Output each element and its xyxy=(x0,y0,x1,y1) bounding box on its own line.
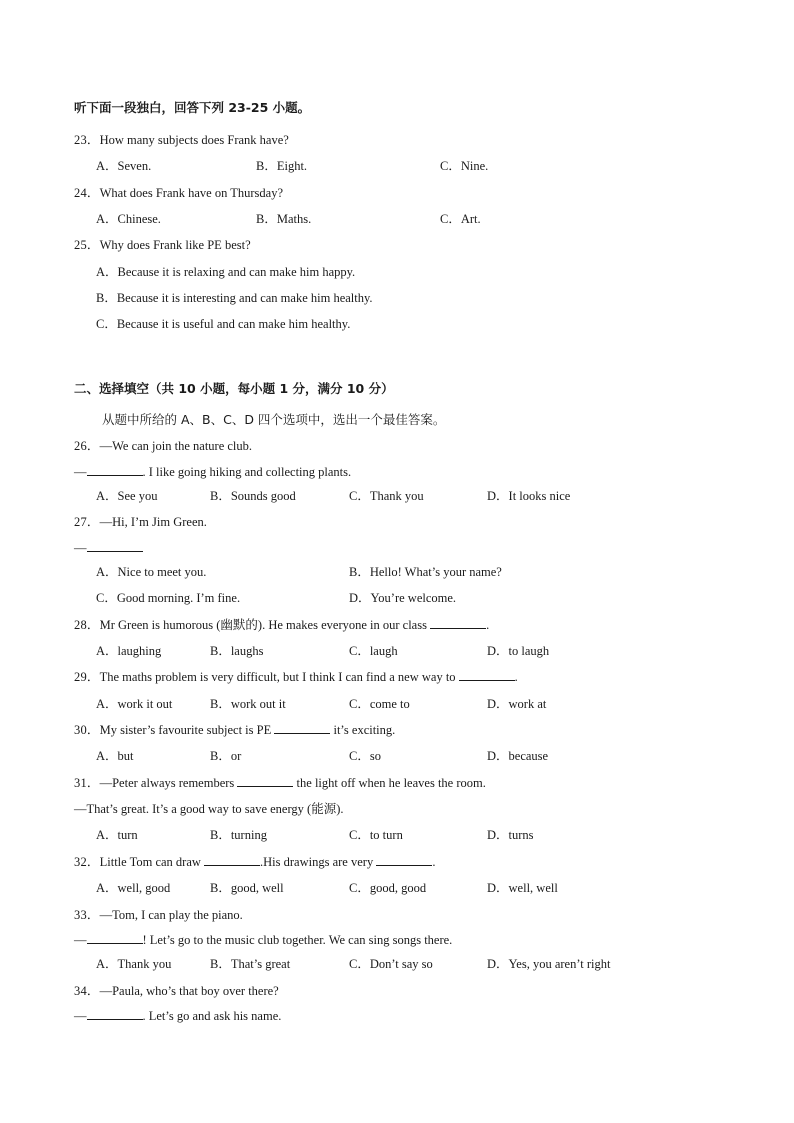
q29-option-a[interactable]: A．work it out xyxy=(96,697,173,711)
q32-option-d[interactable]: D．well, well xyxy=(487,881,558,895)
q23-option-b[interactable]: B．Eight. xyxy=(256,159,308,173)
q28-option-c[interactable]: C．laugh xyxy=(349,644,398,658)
q28-option-b[interactable]: B．laughs xyxy=(210,644,264,658)
q25-option-c[interactable]: C．Because it is useful and can make him healthy. xyxy=(96,317,351,331)
q31-option-a[interactable]: A．turn xyxy=(96,828,138,842)
question-29: 29．The maths problem is very difficult, but I think I can find a new way to . xyxy=(74,670,518,684)
answer-blank[interactable] xyxy=(204,854,260,866)
question-26: 26．—We can join the nature club. xyxy=(74,439,253,453)
answer-blank[interactable] xyxy=(87,1008,143,1020)
q33-option-d[interactable]: D．Yes, you aren’t right xyxy=(487,957,611,971)
answer-blank[interactable] xyxy=(274,722,330,734)
question-23: 23．How many subjects does Frank have? xyxy=(74,133,289,147)
q31-option-c[interactable]: C．to turn xyxy=(349,828,403,842)
answer-blank[interactable] xyxy=(459,669,515,681)
section-two-heading: 二、选择填空（共 10 小题，每小题 1 分，满分 10 分） xyxy=(74,381,394,396)
q27-response-line: — xyxy=(74,540,143,556)
q31-response-line: —That’s great. It’s a good way to save energy (能源). xyxy=(74,802,344,816)
q28-option-a[interactable]: A．laughing xyxy=(96,644,162,658)
section-two-instruction: 从题中所给的 A、B、C、D 四个选项中，选出一个最佳答案。 xyxy=(102,412,446,427)
question-24: 24．What does Frank have on Thursday? xyxy=(74,186,284,200)
answer-blank[interactable] xyxy=(87,932,143,944)
q24-option-a[interactable]: A．Chinese. xyxy=(96,212,161,226)
q32-option-a[interactable]: A．well, good xyxy=(96,881,171,895)
q24-option-b[interactable]: B．Maths. xyxy=(256,212,312,226)
q26-option-a[interactable]: A．See you xyxy=(96,489,158,503)
q33-response-line: — ! Let’s go to the music club together. We can sing songs there. xyxy=(74,933,453,947)
q31-option-d[interactable]: D．turns xyxy=(487,828,534,842)
question-25: 25．Why does Frank like PE best? xyxy=(74,238,251,252)
q29-option-b[interactable]: B．work out it xyxy=(210,697,286,711)
q26-option-c[interactable]: C．Thank you xyxy=(349,489,424,503)
q32-option-c[interactable]: C．good, good xyxy=(349,881,427,895)
q27-option-a[interactable]: A．Nice to meet you. xyxy=(96,565,207,579)
q25-option-a[interactable]: A．Because it is relaxing and can make him happy. xyxy=(96,265,356,279)
q32-option-b[interactable]: B．good, well xyxy=(210,881,284,895)
q33-option-a[interactable]: A．Thank you xyxy=(96,957,172,971)
q30-option-d[interactable]: D．because xyxy=(487,749,549,763)
q25-option-b[interactable]: B．Because it is interesting and can make him healthy. xyxy=(96,291,373,305)
q27-option-c[interactable]: C．Good morning. I’m fine. xyxy=(96,591,241,605)
q26-option-b[interactable]: B．Sounds good xyxy=(210,489,296,503)
q27-option-d[interactable]: D．You’re welcome. xyxy=(349,591,457,605)
q24-option-c[interactable]: C．Art. xyxy=(440,212,481,226)
question-31: 31．—Peter always remembers the light off when he leaves the room. xyxy=(74,776,486,790)
answer-blank[interactable] xyxy=(87,464,143,476)
question-27: 27．—Hi, I’m Jim Green. xyxy=(74,515,207,529)
q23-option-c[interactable]: C．Nine. xyxy=(440,159,489,173)
answer-blank[interactable] xyxy=(376,854,432,866)
q28-option-d[interactable]: D．to laugh xyxy=(487,644,550,658)
q33-option-c[interactable]: C．Don’t say so xyxy=(349,957,433,971)
q30-option-b[interactable]: B．or xyxy=(210,749,242,763)
question-28: 28．Mr Green is humorous (幽默的). He makes everyone in our class . xyxy=(74,618,490,632)
q34-response-line: — . Let’s go and ask his name. xyxy=(74,1009,282,1023)
q30-option-a[interactable]: A．but xyxy=(96,749,134,763)
question-33: 33．—Tom, I can play the piano. xyxy=(74,908,243,922)
q26-response-line: — . I like going hiking and collecting plants. xyxy=(74,465,352,479)
question-32: 32．Little Tom can draw .His drawings are very . xyxy=(74,855,436,869)
q27-option-b[interactable]: B．Hello! What’s your name? xyxy=(349,565,502,579)
listening-heading: 听下面一段独白，回答下列 23-25 小题。 xyxy=(74,100,311,115)
question-34: 34．—Paula, who’s that boy over there? xyxy=(74,984,279,998)
question-30: 30．My sister’s favourite subject is PE it’s exciting. xyxy=(74,723,396,737)
q26-option-d[interactable]: D．It looks nice xyxy=(487,489,571,503)
answer-blank[interactable] xyxy=(237,775,293,787)
answer-blank[interactable] xyxy=(87,540,143,552)
q30-option-c[interactable]: C．so xyxy=(349,749,381,763)
q29-option-d[interactable]: D．work at xyxy=(487,697,547,711)
q29-option-c[interactable]: C．come to xyxy=(349,697,410,711)
q31-option-b[interactable]: B．turning xyxy=(210,828,267,842)
answer-blank[interactable] xyxy=(430,617,486,629)
q33-option-b[interactable]: B．That’s great xyxy=(210,957,291,971)
q23-option-a[interactable]: A．Seven. xyxy=(96,159,152,173)
